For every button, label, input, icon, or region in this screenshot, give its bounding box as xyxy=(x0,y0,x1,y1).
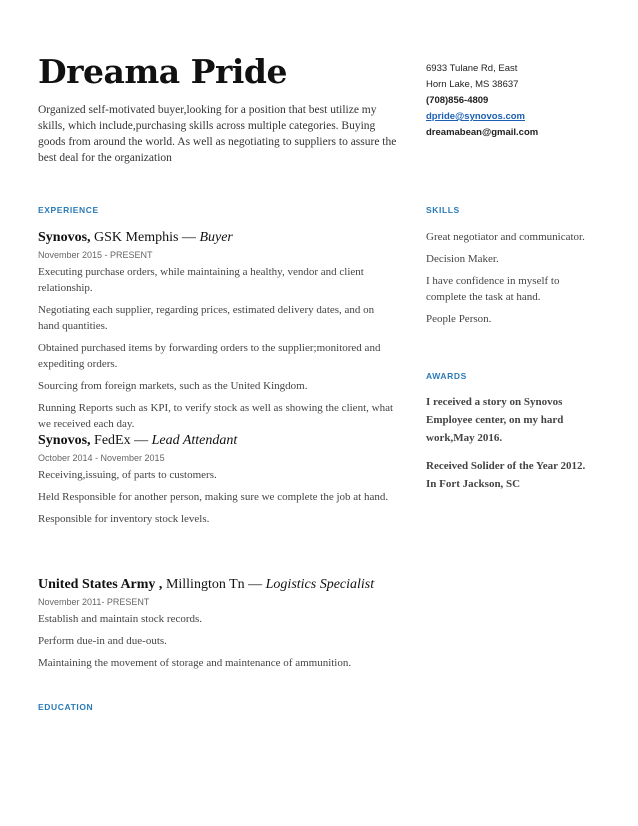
job-place: Millington Tn — xyxy=(162,577,266,592)
award-item: I received a story on Synovos Employee center, on my hard work,May 2016. xyxy=(426,396,564,444)
job-duty: Establish and maintain stock records. xyxy=(38,613,203,625)
job-entry-1 xyxy=(38,229,394,438)
job-duty: Running Reports such as KPI, to verify stock as well as showing the client, what we received each day. xyxy=(38,402,394,430)
job-duty: Perform due-in and due-outs. xyxy=(38,635,167,647)
job-role: Buyer xyxy=(199,230,233,245)
address-line-2: Horn Lake, MS 38637 xyxy=(426,79,519,90)
job-entry-2 xyxy=(38,432,394,533)
job-duty: Sourcing from foreign markets, such as the United Kingdom. xyxy=(38,380,308,392)
summary-text: Organized self-motivated buyer,looking for a position that best utilize my skills, which include,purchasing skills across multiple categories. Buying goods from around the world. As well as negotiating to suppliers to assure the best deal for the organization xyxy=(38,104,397,164)
skill-item: I have confidence in myself to complete the task at hand. xyxy=(426,275,560,303)
job-duty: Held Responsible for another person, making sure we complete the job at hand. xyxy=(38,491,389,503)
job-duty: Responsible for inventory stock levels. xyxy=(38,513,210,525)
job-org: Synovos, xyxy=(38,433,91,448)
award-item: Received Solider of the Year 2012. In Fort Jackson, SC xyxy=(426,460,586,490)
job-title xyxy=(38,432,394,450)
skill-item: Decision Maker. xyxy=(426,253,499,265)
skill-item: Great negotiator and communicator. xyxy=(426,231,585,243)
job-entry-3 xyxy=(38,576,394,677)
phone-number: (708)856-4809 xyxy=(426,95,489,106)
address-line-1: 6933 Tulane Rd, East xyxy=(426,63,518,74)
candidate-name: Dreama Pride xyxy=(38,52,287,91)
job-place: GSK Memphis — xyxy=(90,230,200,245)
contact-block xyxy=(426,61,626,141)
awards-list xyxy=(426,393,598,503)
email-secondary: dreamabean@gmail.com xyxy=(426,127,539,138)
job-title xyxy=(38,229,394,247)
job-org: United States Army , xyxy=(38,577,163,592)
skill-item: People Person. xyxy=(426,313,492,325)
job-duty: Negotiating each supplier, regarding prices, estimated delivery dates, and on hand quantities. xyxy=(38,304,375,332)
job-duty: Executing purchase orders, while maintaining a healthy, vendor and client relationship. xyxy=(38,266,364,294)
job-dates: November 2011- PRESENT xyxy=(38,597,150,607)
job-dates: November 2015 - PRESENT xyxy=(38,250,153,260)
job-org: Synovos, xyxy=(38,230,91,245)
email-link[interactable]: dpride@synovos.com xyxy=(426,111,526,122)
job-duty: Maintaining the movement of storage and maintenance of ammunition. xyxy=(38,657,352,669)
awards-heading: AWARDS xyxy=(426,371,467,381)
experience-heading: EXPERIENCE xyxy=(38,205,99,215)
education-heading: EDUCATION xyxy=(38,702,94,712)
job-title xyxy=(38,576,394,594)
job-place: FedEx — xyxy=(90,433,152,448)
job-dates: October 2014 - November 2015 xyxy=(38,453,165,463)
skills-list xyxy=(426,229,598,333)
job-role: Logistics Specialist xyxy=(265,577,375,592)
job-duty: Receiving,issuing, of parts to customers. xyxy=(38,469,217,481)
skills-heading: SKILLS xyxy=(426,205,460,215)
job-duty: Obtained purchased items by forwarding orders to the supplier;monitored and expediting orders. xyxy=(38,342,381,370)
job-role: Lead Attendant xyxy=(151,433,238,448)
